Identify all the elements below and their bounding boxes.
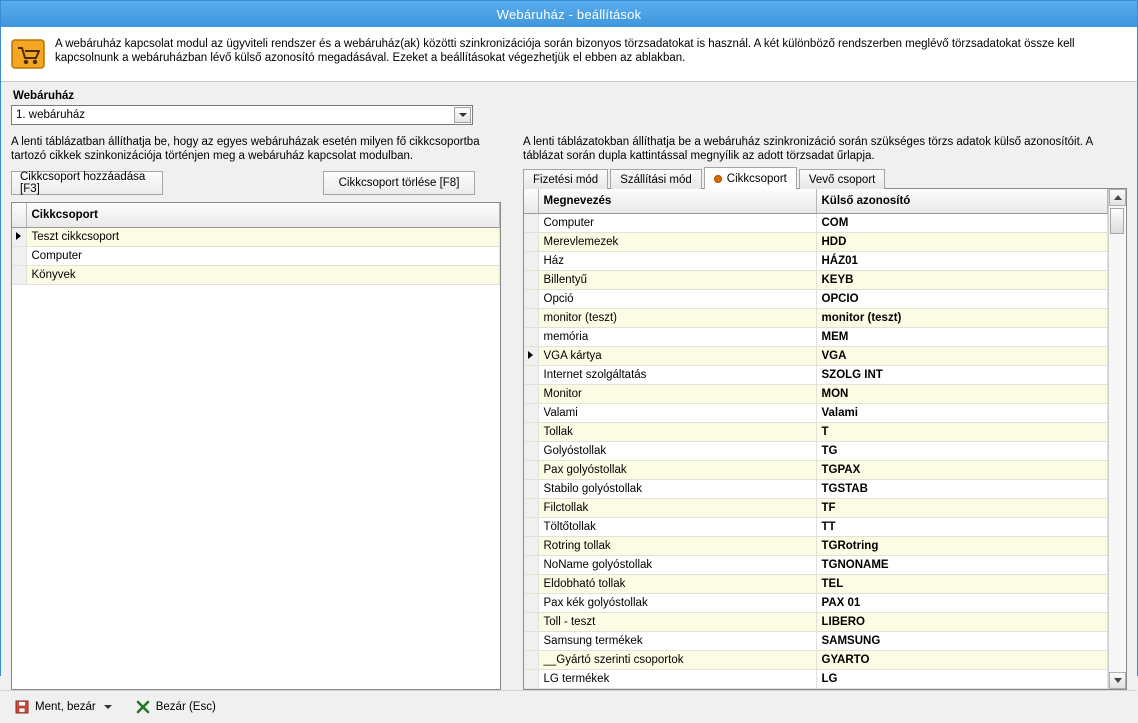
table-row[interactable] bbox=[524, 670, 1108, 689]
name-cell: Eldobható tollak bbox=[538, 575, 816, 594]
close-label: Bezár (Esc) bbox=[155, 701, 216, 713]
external-id-cell: MEM bbox=[816, 328, 1108, 347]
master-data-scroll-area bbox=[524, 189, 1108, 689]
name-cell: Pax golyóstollak bbox=[538, 461, 816, 480]
master-data-table bbox=[524, 189, 1108, 689]
name-cell: Internet szolgáltatás bbox=[538, 366, 816, 385]
webshop-select[interactable] bbox=[11, 105, 473, 125]
row-marker bbox=[524, 518, 538, 537]
table-row[interactable] bbox=[524, 252, 1108, 271]
row-marker bbox=[524, 480, 538, 499]
external-id-cell: PAX 01 bbox=[816, 594, 1108, 613]
right-description: A lenti táblázatokban állíthatja be a webáruház szinkronizáció során szükséges törzs adatok külső azonosítóit. A táblázat során dupla kattintással megnyílik az adott törzsadat űrlapja. bbox=[523, 136, 1093, 162]
name-cell: Rotring tollak bbox=[538, 537, 816, 556]
external-id-cell: TEL bbox=[816, 575, 1108, 594]
row-marker bbox=[524, 233, 538, 252]
table-row[interactable] bbox=[524, 366, 1108, 385]
name-column-header: Megnevezés bbox=[538, 189, 816, 214]
panels bbox=[11, 135, 1127, 690]
save-and-close-label: Ment, bezár bbox=[35, 701, 96, 713]
main-content bbox=[1, 82, 1137, 690]
external-id-cell: LIBERO bbox=[816, 613, 1108, 632]
name-cell: NoName golyóstollak bbox=[538, 556, 816, 575]
table-row[interactable] bbox=[524, 328, 1108, 347]
row-marker bbox=[524, 404, 538, 423]
name-cell: Monitor bbox=[538, 385, 816, 404]
table-row[interactable] bbox=[524, 423, 1108, 442]
external-id-cell: TGSTAB bbox=[816, 480, 1108, 499]
window-title: Webáruház - beállítások bbox=[496, 6, 642, 22]
tab-label: Vevő csoport bbox=[808, 173, 876, 186]
name-cell: Computer bbox=[538, 214, 816, 233]
tab-2[interactable] bbox=[610, 169, 702, 189]
scroll-down-icon[interactable] bbox=[1109, 672, 1126, 689]
row-marker bbox=[524, 366, 538, 385]
row-marker bbox=[524, 290, 538, 309]
name-cell: __Gyártó szerinti csoportok bbox=[538, 651, 816, 670]
product-group-rows bbox=[12, 228, 500, 285]
current-row-arrow-icon bbox=[16, 232, 21, 240]
tab-4[interactable] bbox=[799, 169, 885, 189]
name-cell: memória bbox=[538, 328, 816, 347]
row-marker bbox=[524, 613, 538, 632]
external-id-cell: Valami bbox=[816, 404, 1108, 423]
table-header-row bbox=[524, 189, 1108, 214]
row-marker bbox=[12, 247, 26, 266]
row-marker bbox=[524, 537, 538, 556]
external-id-cell: MON bbox=[816, 385, 1108, 404]
info-text: A webáruház kapcsolat modul az ügyviteli rendszer és a webáruház(ak) közötti szinkronizációja során bizonyos törzsadatokat is használ. A két különböző rendszerben meglévő törzsadatokat össze kell kapcsolnunk a webáruházban lévő külső azonosító megadásával. Ezeket a beállításokat végezhetjük el ebben az ablakban. bbox=[55, 38, 1075, 64]
vertical-scrollbar[interactable] bbox=[1108, 189, 1126, 689]
info-banner bbox=[1, 27, 1137, 82]
name-cell: monitor (teszt) bbox=[538, 309, 816, 328]
row-marker bbox=[524, 670, 538, 689]
product-group-name-cell: Könyvek bbox=[26, 266, 500, 285]
tab-label: Szállítási mód bbox=[620, 173, 692, 186]
table-row[interactable] bbox=[524, 632, 1108, 651]
current-row-arrow-icon bbox=[528, 351, 533, 359]
row-marker bbox=[524, 651, 538, 670]
webshop-select-value: 1. webáruház bbox=[16, 109, 86, 121]
external-id-cell: TT bbox=[816, 518, 1108, 537]
table-row[interactable] bbox=[524, 518, 1108, 537]
close-button[interactable] bbox=[132, 698, 220, 716]
name-cell: Stabilo golyóstollak bbox=[538, 480, 816, 499]
name-cell: Valami bbox=[538, 404, 816, 423]
chevron-down-icon[interactable] bbox=[104, 705, 112, 709]
product-group-name-cell: Computer bbox=[26, 247, 500, 266]
master-data-tabs bbox=[523, 167, 1127, 189]
footer-bar bbox=[1, 690, 1137, 723]
row-marker bbox=[524, 556, 538, 575]
name-cell: Töltőtollak bbox=[538, 518, 816, 537]
save-and-close-button[interactable] bbox=[11, 698, 116, 716]
row-marker bbox=[524, 594, 538, 613]
external-id-cell: TGRotring bbox=[816, 537, 1108, 556]
external-id-column-header: Külső azonosító bbox=[816, 189, 1108, 214]
table-row[interactable] bbox=[524, 290, 1108, 309]
row-marker bbox=[12, 266, 26, 285]
table-row[interactable] bbox=[524, 214, 1108, 233]
master-data-grid[interactable] bbox=[523, 188, 1127, 690]
name-cell: Filctollak bbox=[538, 499, 816, 518]
table-row[interactable] bbox=[524, 537, 1108, 556]
external-id-cell: SZOLG INT bbox=[816, 366, 1108, 385]
table-row[interactable] bbox=[12, 266, 500, 285]
name-cell: Toll - teszt bbox=[538, 613, 816, 632]
row-marker-header bbox=[524, 189, 538, 214]
table-row[interactable] bbox=[524, 385, 1108, 404]
row-marker-header bbox=[12, 203, 26, 228]
table-row[interactable] bbox=[524, 233, 1108, 252]
row-marker bbox=[524, 499, 538, 518]
table-row[interactable] bbox=[524, 309, 1108, 328]
external-id-cell: TG bbox=[816, 442, 1108, 461]
table-row[interactable] bbox=[524, 575, 1108, 594]
close-icon bbox=[136, 700, 150, 714]
title-bar bbox=[1, 1, 1137, 27]
table-row[interactable] bbox=[12, 247, 500, 266]
name-cell: Tollak bbox=[538, 423, 816, 442]
master-data-rows bbox=[524, 214, 1108, 689]
table-row[interactable] bbox=[524, 556, 1108, 575]
name-cell: Golyóstollak bbox=[538, 442, 816, 461]
table-row[interactable] bbox=[524, 404, 1108, 423]
name-cell: LG termékek bbox=[538, 670, 816, 689]
scrollbar-track[interactable] bbox=[1109, 206, 1126, 672]
external-id-cell: TF bbox=[816, 499, 1108, 518]
chevron-down-icon[interactable] bbox=[454, 107, 471, 123]
table-row[interactable] bbox=[524, 271, 1108, 290]
name-cell: Merevlemezek bbox=[538, 233, 816, 252]
external-id-cell: KEYB bbox=[816, 271, 1108, 290]
table-row[interactable] bbox=[524, 442, 1108, 461]
table-row[interactable] bbox=[524, 499, 1108, 518]
external-id-cell: VGA bbox=[816, 347, 1108, 366]
external-id-cell: COM bbox=[816, 214, 1108, 233]
name-cell: Billentyű bbox=[538, 271, 816, 290]
webshop-label: Webáruház bbox=[13, 90, 75, 102]
scroll-up-icon[interactable] bbox=[1109, 189, 1126, 206]
table-row[interactable] bbox=[524, 651, 1108, 670]
row-marker bbox=[524, 347, 538, 366]
table-row[interactable] bbox=[524, 347, 1108, 366]
external-id-cell: LG bbox=[816, 670, 1108, 689]
external-id-cell: OPCIO bbox=[816, 290, 1108, 309]
table-header-row bbox=[12, 203, 500, 228]
external-id-cell: SAMSUNG bbox=[816, 632, 1108, 651]
external-id-cell: HDD bbox=[816, 233, 1108, 252]
name-cell: Pax kék golyóstollak bbox=[538, 594, 816, 613]
add-product-group-button[interactable]: Cikkcsoport hozzáadása [F3] bbox=[11, 171, 163, 195]
save-icon bbox=[15, 700, 29, 714]
name-cell: VGA kártya bbox=[538, 347, 816, 366]
row-marker bbox=[524, 423, 538, 442]
external-id-cell: TGPAX bbox=[816, 461, 1108, 480]
table-row[interactable] bbox=[524, 461, 1108, 480]
left-button-row bbox=[11, 171, 501, 195]
tab-label: Fizetési mód bbox=[533, 173, 599, 186]
table-row[interactable] bbox=[524, 594, 1108, 613]
active-tab-dot-icon bbox=[714, 175, 722, 183]
table-row[interactable] bbox=[524, 480, 1108, 499]
tab-1[interactable] bbox=[523, 169, 608, 189]
row-marker bbox=[524, 309, 538, 328]
row-marker bbox=[524, 575, 538, 594]
name-cell: Ház bbox=[538, 252, 816, 271]
product-group-table bbox=[12, 203, 500, 285]
product-group-name-cell: Teszt cikkcsoport bbox=[26, 228, 500, 247]
external-id-cell: monitor (teszt) bbox=[816, 309, 1108, 328]
row-marker bbox=[12, 228, 26, 247]
row-marker bbox=[524, 214, 538, 233]
tab-label: Cikkcsoport bbox=[726, 172, 787, 185]
tab-3[interactable] bbox=[704, 167, 797, 189]
product-group-grid[interactable] bbox=[11, 202, 501, 690]
name-cell: Samsung termékek bbox=[538, 632, 816, 651]
row-marker bbox=[524, 632, 538, 651]
row-marker bbox=[524, 442, 538, 461]
shopping-cart-icon bbox=[11, 37, 45, 71]
table-row[interactable] bbox=[12, 228, 500, 247]
row-marker bbox=[524, 252, 538, 271]
name-cell: Opció bbox=[538, 290, 816, 309]
row-marker bbox=[524, 328, 538, 347]
scrollbar-thumb[interactable] bbox=[1110, 208, 1124, 234]
delete-product-group-button[interactable]: Cikkcsoport törlése [F8] bbox=[323, 171, 475, 195]
product-group-column-header: Cikkcsoport bbox=[26, 203, 500, 228]
row-marker bbox=[524, 385, 538, 404]
external-id-cell: TGNONAME bbox=[816, 556, 1108, 575]
right-panel bbox=[523, 135, 1127, 690]
left-description: A lenti táblázatban állíthatja be, hogy az egyes webáruházak esetén milyen fő cikkcsoportba tartozó cikkek szinkonizációja történjen meg a webáruház kapcsolat modulban. bbox=[11, 136, 480, 162]
row-marker bbox=[524, 271, 538, 290]
external-id-cell: HÁZ01 bbox=[816, 252, 1108, 271]
table-row[interactable] bbox=[524, 613, 1108, 632]
row-marker bbox=[524, 461, 538, 480]
external-id-cell: GYARTO bbox=[816, 651, 1108, 670]
external-id-cell: T bbox=[816, 423, 1108, 442]
left-panel bbox=[11, 135, 501, 690]
